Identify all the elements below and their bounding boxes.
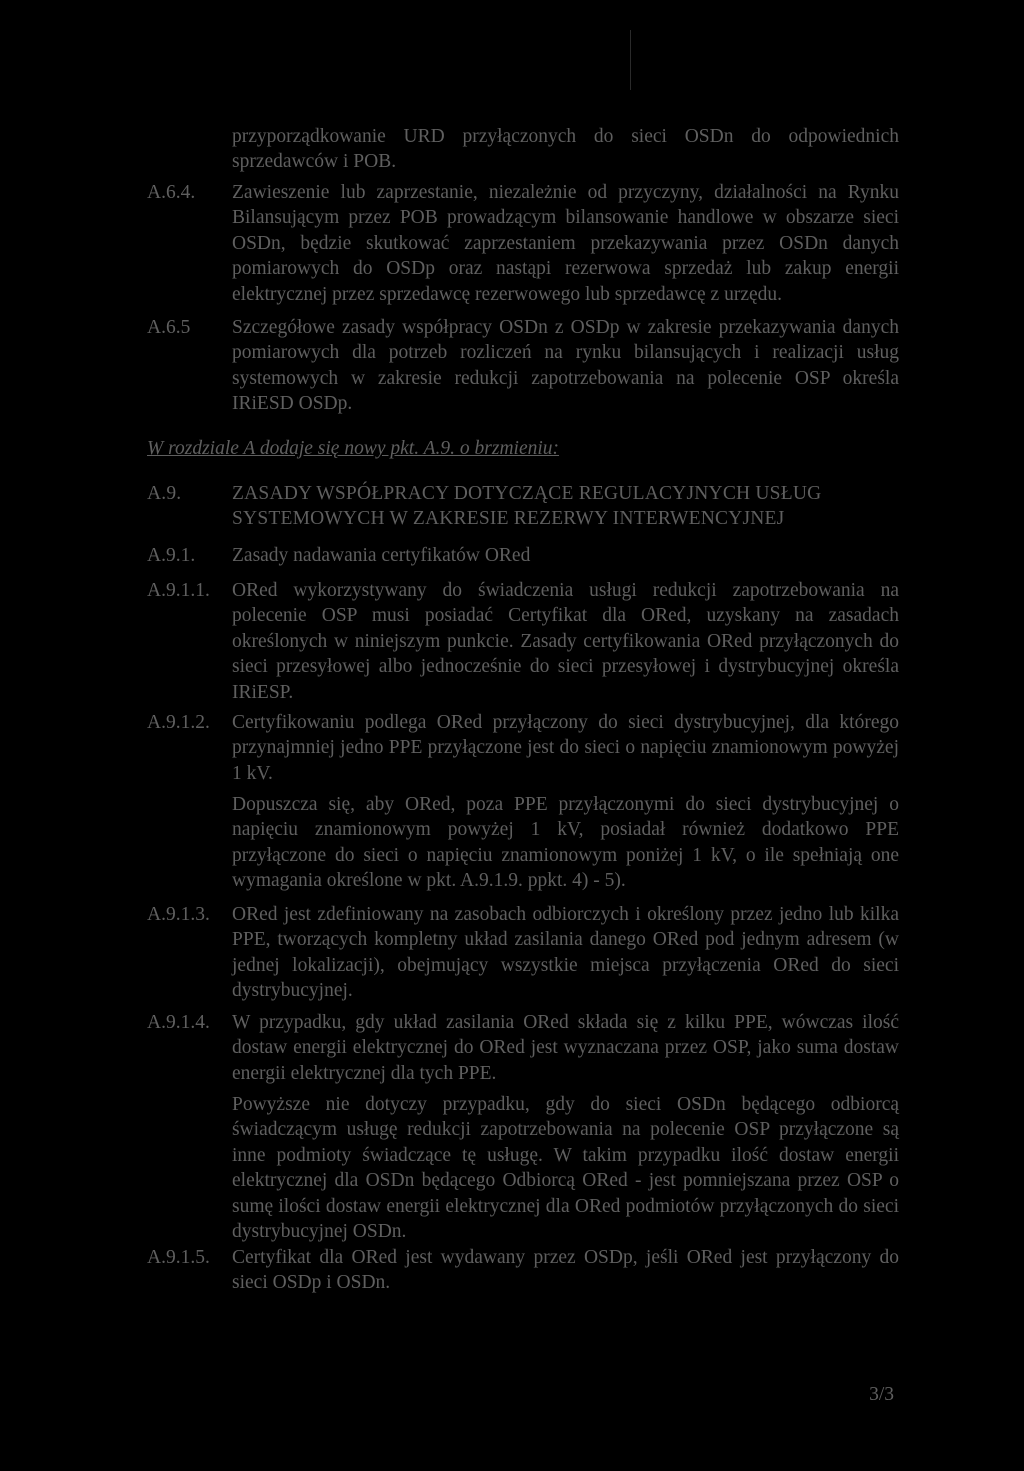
section-text: Szczegółowe zasady współpracy OSDn z OSDp w zakresie przekazywania danych pomiarowych dla potrzeb rozliczeń na rynku bilansujących i realizacji usług systemowych w zakresie redukcji zapotrzebowania na polecenie OSP określa IRiESD OSDp. (232, 317, 899, 415)
section-text: przyporządkowanie URD przyłączonych do sieci OSDn do odpowiednich sprzedawców i POB. (232, 126, 899, 173)
chapter-number: A.9. (147, 483, 182, 504)
section-number: A.6.4. (147, 182, 196, 203)
point-number: A.9.1.1. (147, 580, 210, 601)
point-text: Powyższe nie dotyczy przypadku, gdy do sieci OSDn będącego odbiorcą świadczącym usługę redukcji zapotrzebowania na polecenie OSP przyłączone są inne podmioty świadczące tę usługę. W takim przypadku ilość dostaw energii elektrycznej dla OSDn będącego Odbiorcą ORed - jest pomniejszana przez OSP o sumę ilości dostaw energii elektrycznej dla ORed podmiotów przyłączonych do sieci dystrybucyjnej OSDn. (232, 1094, 899, 1243)
point-text: W przypadku, gdy układ zasilania ORed składa się z kilku PPE, wówczas ilość dostaw energii elektrycznej do ORed jest wyznaczana przez OSP, jako suma dostaw energii elektrycznej dla tych PPE. (232, 1012, 899, 1084)
point-text: Dopuszcza się, aby ORed, poza PPE przyłączonymi do sieci dystrybucyjnej o napięciu znamionowym powyżej 1 kV, posiadał również dodatkowo PPE przyłączone do sieci o napięciu znamionowym poniżej 1 kV, o ile spełniają one wymagania określone w pkt. A.9.1.9. ppkt. 4) - 5). (232, 794, 899, 892)
subchapter-number: A.9.1. (147, 545, 196, 566)
amendment-note: W rozdziale A dodaje się nowy pkt. A.9. o brzmieniu: (147, 438, 560, 459)
section-text: Zawieszenie lub zaprzestanie, niezależnie od przyczyny, działalności na Rynku Bilansującym przez POB prowadzącym bilansowanie handlowe w obszarze sieci OSDn, będzie skutkować zaprzestaniem przekazywania przez OSDn danych pomiarowych do OSDp oraz nastąpi rezerwowa sprzedaż lub zakup energii elektrycznej przez sprzedawcę rezerwowego lub sprzedawcę z urzędu. (232, 182, 899, 305)
subchapter-title: Zasady nadawania certyfikatów ORed (232, 545, 531, 566)
point-text: Certyfikat dla ORed jest wydawany przez OSDp, jeśli ORed jest przyłączony do sieci OSDp i OSDn. (232, 1247, 899, 1294)
point-text: ORed jest zdefiniowany na zasobach odbiorczych i określony przez jedno lub kilka PPE, tworzących kompletny układ zasilania danego ORed pod jednym adresem (w jednej lokalizacji), obejmujący wszystkie miejsca przyłączenia ORed do sieci dystrybucyjnej. (232, 904, 899, 1002)
scan-mark (630, 30, 631, 90)
point-text: Certyfikowaniu podlega ORed przyłączony do sieci dystrybucyjnej, dla którego przynajmniej jedno PPE przyłączone jest do sieci o napięciu znamionowym powyżej 1 kV. (232, 712, 899, 784)
section-number: A.6.5 (147, 317, 191, 338)
point-number: A.9.1.2. (147, 712, 210, 733)
point-number: A.9.1.5. (147, 1247, 210, 1268)
point-text: ORed wykorzystywany do świadczenia usługi redukcji zapotrzebowania na polecenie OSP musi posiadać Certyfikat dla ORed, uzyskany na zasadach określonych w niniejszym punkcie. Zasady certyfikowania ORed przyłączonych do sieci przesyłowej albo jednocześnie do sieci przesyłowej i dystrybucyjnej określa IRiESP. (232, 580, 899, 703)
point-number: A.9.1.4. (147, 1012, 210, 1033)
point-number: A.9.1.3. (147, 904, 210, 925)
chapter-title: ZASADY WSPÓŁPRACY DOTYCZĄCE REGULACYJNYCH USŁUG SYSTEMOWYCH W ZAKRESIE REZERWY INTERWENCYJNEJ (232, 483, 822, 530)
page-number: 3/3 (869, 1384, 894, 1405)
